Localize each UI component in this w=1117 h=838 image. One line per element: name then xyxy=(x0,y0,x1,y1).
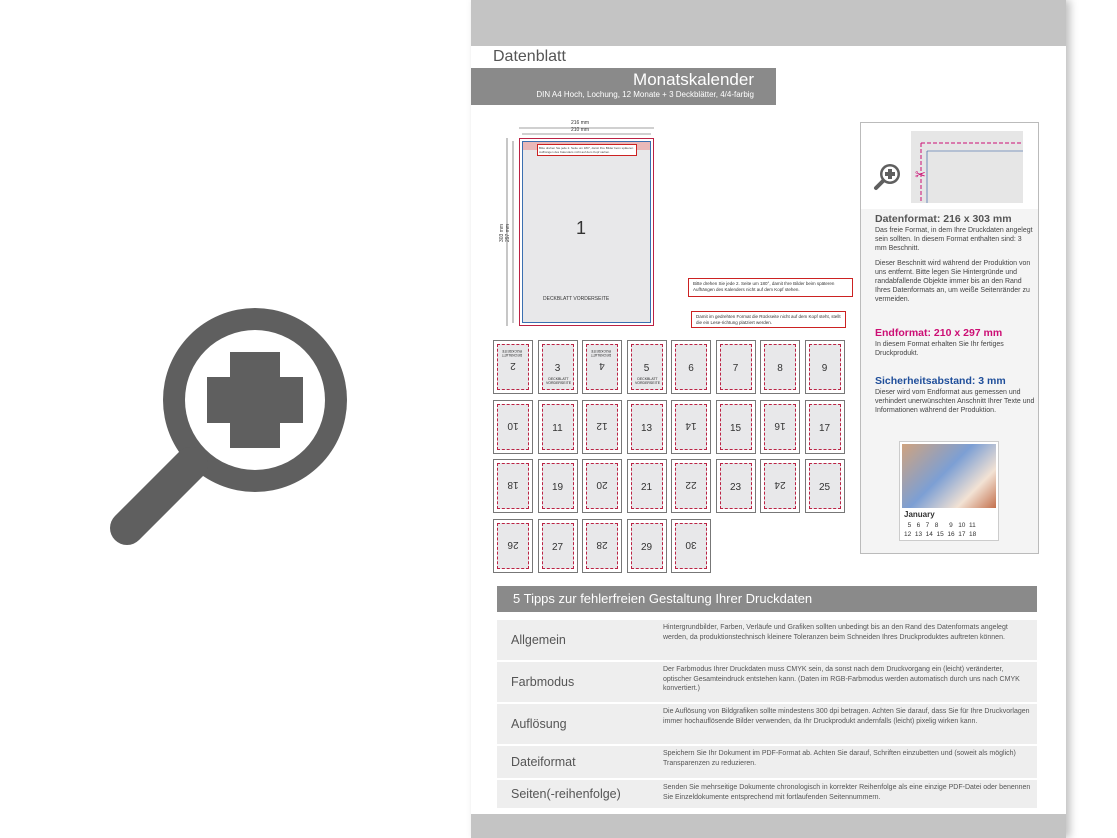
page-number xyxy=(764,463,796,509)
calendar-page-thumb xyxy=(627,340,667,394)
tip-key: Auflösung xyxy=(511,717,567,731)
cover-page-label: DECKBLATT VORDERSEITE xyxy=(543,296,610,302)
page-number xyxy=(809,344,841,390)
data-format-section xyxy=(875,215,1035,304)
page-tag: DECKBLATT VORDERSEITE xyxy=(634,377,661,385)
format-detail-view xyxy=(861,123,1038,209)
tip-key: Seiten(-reihenfolge) xyxy=(511,787,621,801)
page-number-text: 16 xyxy=(774,419,786,431)
calendar-preview xyxy=(899,441,999,541)
calendar-page-thumb xyxy=(671,400,711,454)
page-number xyxy=(631,463,663,509)
page-number-text: 9 xyxy=(821,363,828,374)
tip-row-seiten xyxy=(497,778,1037,808)
tip-row-aufloesung xyxy=(497,702,1037,744)
page-number-text: 6 xyxy=(688,363,694,374)
calendar-page-thumb xyxy=(582,400,622,454)
page-number xyxy=(631,404,663,450)
data-format-text-1: Das freie Format, in dem Ihre Druckdaten angelegt sein sollten. In diesem Format enthalten sind: 3 mm Beschnitt. xyxy=(875,227,1033,252)
safety-text: Dieser wird vom Endformat aus gemessen und verhindert unerwünschten Anschnitt Ihrer Texte und Informationen während der Produktion. xyxy=(875,389,1035,414)
calendar-page-thumb xyxy=(582,459,622,513)
calendar-page-thumb xyxy=(671,459,711,513)
page-number-text: 30 xyxy=(685,538,697,550)
page-tag: DECKBLATT VORDERSEITE xyxy=(545,377,572,385)
tip-value: Senden Sie mehrseitige Dokumente chronologisch in korrekter Reihenfolge als eine einzige PDF-Datei oder benennen Sie Einzeldokumente entsprechend mit fortlaufenden Seitennummern. xyxy=(663,784,1031,801)
calendar-page-thumb xyxy=(716,340,756,394)
tip-value: Der Farbmodus Ihrer Druckdaten muss CMYK sein, da sonst nach dem Druckvorgang ein (leicht) veränderter, optischer Gesamteindruck entstehen kann. (Daten im RGB-Farbmodus werden automatisch durch uns nach CMYK konvertiert.) xyxy=(663,666,1020,692)
calendar-page-thumb xyxy=(538,519,578,573)
page-number xyxy=(586,523,618,569)
calendar-page-thumb xyxy=(671,340,711,394)
page-number-text: 11 xyxy=(552,422,563,434)
bottom-band xyxy=(471,814,1066,838)
calendar-page-thumb xyxy=(760,340,800,394)
top-band xyxy=(471,0,1066,46)
calendar-page-thumb xyxy=(538,340,578,394)
page-number xyxy=(631,523,663,569)
page-number-text: 13 xyxy=(640,422,653,434)
tip-key: Farbmodus xyxy=(511,675,575,689)
data-format-title: Datenformat: 216 x 303 mm xyxy=(875,213,1012,225)
safety-title: Sicherheitsabstand: 3 mm xyxy=(875,375,1006,387)
page-number xyxy=(675,463,707,509)
product-subtitle: DIN A4 Hoch, Lochung, 12 Monate + 3 Deckblätter, 4/4-farbig xyxy=(536,90,754,99)
tip-value: Die Auflösung von Bildgrafiken sollte mindestens 300 dpi betragen. Achten Sie darauf, dass Sie für Ihre Druckvorlagen immer hochauflösende Bilder verwenden, da Ihr Druckprodukt andernfalls (leicht) pixelig wirken kann. xyxy=(663,708,1030,725)
page-tag: DECKBLATT RÜCKSEITE xyxy=(590,349,612,357)
datasheet-page xyxy=(471,0,1066,838)
page-number xyxy=(809,404,841,450)
calendar-page-thumb xyxy=(582,519,622,573)
page-number-text: 24 xyxy=(774,479,786,490)
calendar-page-thumb xyxy=(493,519,533,573)
page-number-text: 2 xyxy=(510,360,516,371)
page-number-text: 29 xyxy=(640,541,653,553)
page-number-text: 20 xyxy=(596,479,608,490)
page-number-text: 4 xyxy=(599,360,605,371)
tip-row-allgemein xyxy=(497,618,1037,660)
page-number xyxy=(675,404,707,450)
end-format-title: Endformat: 210 x 297 mm xyxy=(875,327,1003,339)
cover-warning: Bitte drehen Sie jede 2. Seite um 180°, damit Ihre Bilder beim späteren Aufhängen des Kalenders nicht auf dem Kopf stehen. xyxy=(537,144,637,156)
page-number xyxy=(764,344,796,390)
page-number-text: 27 xyxy=(551,541,564,553)
calendar-page-thumb xyxy=(627,519,667,573)
page-number xyxy=(720,344,752,390)
page-number xyxy=(586,404,618,450)
calendar-page-thumb xyxy=(760,400,800,454)
page-number-text: 8 xyxy=(777,363,783,374)
page-number-text: 15 xyxy=(729,422,742,434)
calendar-page-thumb xyxy=(538,459,578,513)
calendar-page-thumb xyxy=(493,459,533,513)
page-number-text: 26 xyxy=(507,538,519,550)
calendar-page-thumb xyxy=(805,459,845,513)
tip-value: Speichern Sie Ihr Dokument im PDF-Format ab. Achten Sie darauf, Schriften einzubetten und (soweit als möglich) Transparenzen zu reduzieren. xyxy=(663,750,1016,767)
family-photo xyxy=(902,444,996,508)
page-number xyxy=(542,523,574,569)
page-number xyxy=(586,344,618,390)
page-number xyxy=(764,404,796,450)
page-number-text: 23 xyxy=(729,482,742,493)
page-number-text: 17 xyxy=(818,422,831,434)
scissors-icon: ✂ xyxy=(915,167,926,182)
page-number-text: 10 xyxy=(507,419,519,431)
calendar-page-thumb xyxy=(671,519,711,573)
height-bleed-label: 303 mm xyxy=(499,223,506,243)
data-format-text-2: Dieser Beschnitt wird während der Produktion von uns entfernt. Bitte legen Sie Hintergründe und randabfallende Objekte immer bis an den Rand Ihres Datenformats an, um weiße Seitenränder zu vermeiden. xyxy=(875,260,1031,303)
page-number xyxy=(497,344,529,390)
tips-heading: 5 Tipps zur fehlerfreien Gestaltung Ihrer Druckdaten xyxy=(497,586,1037,612)
calendar-page-thumb xyxy=(538,400,578,454)
page-number-text: 19 xyxy=(551,482,564,493)
width-bleed-label: 216 mm xyxy=(571,120,590,126)
page-number xyxy=(542,463,574,509)
calendar-page-thumb xyxy=(493,400,533,454)
page-number-text: 25 xyxy=(818,482,831,493)
page-number xyxy=(586,463,618,509)
tip-key: Allgemein xyxy=(511,633,566,647)
calendar-page-thumb xyxy=(493,340,533,394)
cover-page-number: 1 xyxy=(576,218,587,238)
tip-row-dateiformat xyxy=(497,744,1037,778)
calendar-page-thumb xyxy=(716,459,756,513)
page-number-text: 18 xyxy=(507,479,519,490)
product-title: Monatskalender xyxy=(633,70,754,89)
safety-section xyxy=(875,377,1035,415)
page-number xyxy=(720,404,752,450)
preview-days: 5 6 7 8 9 10 11 12 13 14 15 16 17 18 xyxy=(904,522,977,538)
calendar-page-thumb xyxy=(805,400,845,454)
page-number-text: 5 xyxy=(643,363,650,374)
page-tag: DECKBLATT RÜCKSEITE xyxy=(501,349,523,357)
zoom-small-icon xyxy=(873,161,903,191)
page-number xyxy=(675,344,707,390)
calendar-page-thumb xyxy=(805,340,845,394)
calendar-page-thumb xyxy=(716,400,756,454)
tip-value: Hintergrundbilder, Farben, Verläufe und Grafiken sollten unbedingt bis an den Rand des Datenformats angelegt werden, da produktionstechnisch kleinere Toleranzen beim Schneiden Ihres Druckproduktes auftreten können. xyxy=(663,624,1008,641)
page-number xyxy=(631,344,663,390)
format-note: Damit im gedrehten Format die Rückseite nicht auf dem Kopf steht, stellt die ein Lese-richtung platziert werden. xyxy=(691,311,846,328)
page-number-text: 12 xyxy=(596,419,608,431)
height-end-label: 297 mm xyxy=(505,223,512,243)
page-number xyxy=(809,463,841,509)
cover-diagram xyxy=(501,118,666,333)
calendar-page-thumb xyxy=(627,400,667,454)
page-number-text: 7 xyxy=(732,363,739,374)
page-number-text: 21 xyxy=(640,482,653,493)
zoom-in-icon[interactable] xyxy=(105,290,365,550)
title-bar xyxy=(471,68,776,105)
end-format-text: In diesem Format erhalten Sie Ihr fertiges Druckprodukt. xyxy=(875,341,1004,357)
datenblatt-label: Datenblatt xyxy=(471,46,591,68)
page-number xyxy=(497,404,529,450)
rotate-note: Bitte drehen Sie jede 2. Seite um 180°, damit Ihre Bilder beim späteren Aufhängen des Kalenders nicht auf dem Kopf stehen. xyxy=(688,278,853,297)
format-info-box xyxy=(860,122,1039,554)
end-format-section xyxy=(875,329,1035,358)
page-number xyxy=(675,523,707,569)
page-number-text: 28 xyxy=(596,538,608,550)
page-number xyxy=(542,404,574,450)
calendar-page-thumb xyxy=(760,459,800,513)
tip-key: Dateiformat xyxy=(511,755,576,769)
page-number-text: 14 xyxy=(685,419,697,431)
page-number xyxy=(720,463,752,509)
page-number-text: 3 xyxy=(554,363,561,374)
calendar-page-thumb xyxy=(627,459,667,513)
page-number xyxy=(497,463,529,509)
tip-row-farbmodus xyxy=(497,660,1037,702)
page-number xyxy=(542,344,574,390)
width-end-label: 210 mm xyxy=(571,127,590,133)
calendar-page-thumb xyxy=(582,340,622,394)
preview-month: January xyxy=(904,510,935,519)
page-number xyxy=(497,523,529,569)
page-number-text: 22 xyxy=(685,479,697,490)
